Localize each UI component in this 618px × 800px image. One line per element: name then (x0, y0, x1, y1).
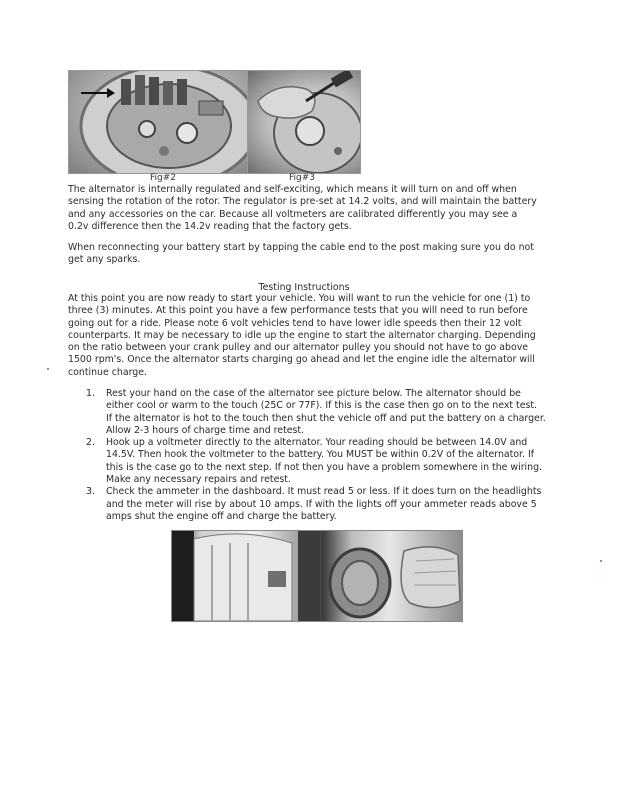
alternator-rear-image (69, 71, 247, 173)
step-text: Rest your hand on the case of the alternator see picture below. The alternator should be either cool or warm to the touch (25C or 77F). If this is the case then go on to the next test. If the alternator is hot to the touch then shut the vehicle off and put the battery on a charger. Allow 2-3 hours of charge time and retest. (106, 388, 546, 436)
testing-instructions-heading: Testing Instructions (258, 282, 350, 293)
figure-3-caption: Fig#3 (289, 173, 316, 183)
hand-on-alternator-image (172, 531, 462, 621)
scan-speck (600, 560, 602, 562)
testing-body-paragraph: At this point you are now ready to start your vehicle. You will want to run the vehicle for one (1) to three (3) minutes. At this point you have a few performance tests that you will need to run before going out for a ride. Please note 6 volt vehicles tend to have lower idle speeds then their 12 volt counterparts. It may be necessary to idle up the engine to start the alternator charging. Depending on the ratio between your crank pulley and our alternator pulley you should not have to go above 1500 rpm's. Once the alternator starts charging go ahead and let the engine idle the alternator will continue charge. (68, 293, 536, 378)
alternator-hand-photo (171, 530, 463, 622)
step-text: Hook up a voltmeter directly to the alternator. Your reading should be between 14.0V and 14.5V. Then hook the voltmeter to the battery. You MUST be within 0.2V of the alternator. If this is the case go to the next step. If not then you have a problem somewhere in the wiring. Make any necessary repairs and retest. (106, 437, 543, 486)
intro-paragraph: The alternator is internally regulated and self-exciting, which means it will turn on and off when sensing the rotation of the rotor. The regulator is pre-set at 14.2 volts, and will maintain the battery and any accessories on the car. Because all voltmeters are calibrated differently you may see a 0.2v difference then the 14.2v reading that the factory gets. (68, 184, 537, 232)
hand-screwdriver-image (248, 71, 360, 173)
reconnect-paragraph: When reconnecting your battery start by tapping the cable end to the post making sure you do not get any sparks. (68, 242, 534, 266)
figure-2-photo (68, 70, 248, 174)
test-steps-list (86, 388, 546, 523)
list-item (86, 437, 546, 486)
step-number: 3. (86, 486, 95, 498)
figure-2-caption: Fig#2 (150, 173, 177, 183)
list-item (86, 486, 546, 523)
step-number: 1. (86, 388, 95, 399)
scan-speck (47, 368, 49, 370)
step-text: Check the ammeter in the dashboard. It must read 5 or less. If it does turn on the headlights and the meter will rise by about 10 amps. If with the lights off your ammeter reads above 5 amps shut the engine off and charge the battery. (106, 486, 542, 522)
figure-3-photo (247, 70, 361, 174)
list-item (86, 388, 546, 437)
step-number: 2. (86, 437, 95, 449)
